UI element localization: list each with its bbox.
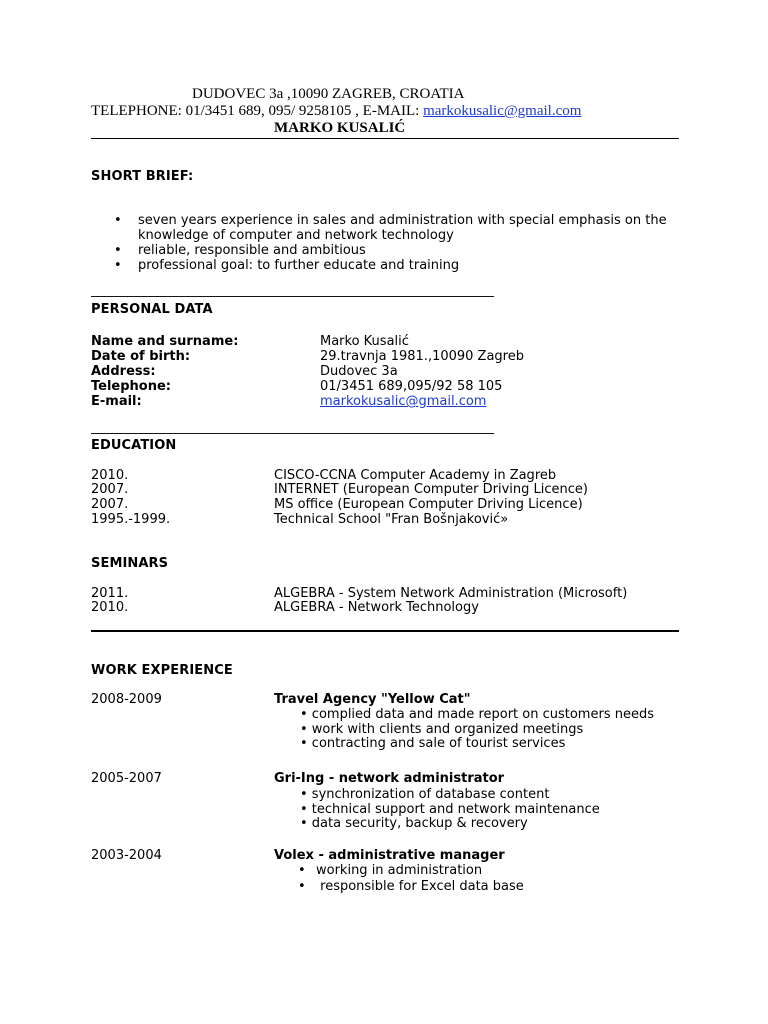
- list-item-text: seven years experience in sales and administration with special emphasis on the: [138, 213, 667, 228]
- name-label: Name and surname:: [91, 334, 239, 349]
- education-year: 2007.: [91, 482, 129, 497]
- short-brief-title: SHORT BRIEF:: [91, 169, 194, 184]
- education-text: Technical School "Fran Bošnjaković»: [274, 512, 509, 527]
- job-bullet: responsible for Excel data base: [316, 879, 524, 894]
- bullet-icon: •: [114, 243, 122, 258]
- bullet-icon: •: [114, 258, 122, 273]
- personal-data-separator: ______________________________________________________________: [91, 283, 494, 298]
- telephone-text: TELEPHONE: 01/3451 689, 095/ 9258105 , E-MAIL:: [91, 103, 424, 119]
- seminar-text: ALGEBRA - System Network Administration (Microsoft): [274, 586, 628, 601]
- header-divider: [91, 138, 679, 139]
- list-item: [114, 243, 667, 258]
- telephone-value: 01/3451 689,095/92 58 105: [320, 379, 503, 394]
- job-bullet: • work with clients and organized meetings: [300, 722, 584, 737]
- job-bullet: • synchronization of database content: [300, 787, 550, 802]
- seminar-year: 2010.: [91, 600, 129, 615]
- education-year: 1995.-1999.: [91, 512, 171, 527]
- short-brief-list: [114, 213, 667, 273]
- list-item: [114, 258, 667, 273]
- work-experience-title: WORK EXPERIENCE: [91, 663, 233, 678]
- email-label: E-mail:: [91, 394, 142, 409]
- address-line: DUDOVEC 3a ,10090 ZAGREB, CROATIA: [192, 86, 465, 102]
- bullet-icon: •: [298, 879, 306, 894]
- seminars-title: SEMINARS: [91, 556, 169, 571]
- email-link[interactable]: markokusalic@gmail.com: [320, 394, 487, 409]
- telephone-label: Telephone:: [91, 379, 171, 394]
- address-label: Address:: [91, 364, 156, 379]
- list-item-text: professional goal: to further educate and training: [138, 258, 460, 273]
- section-divider: [91, 630, 679, 632]
- header-email-link[interactable]: markokusalic@gmail.com: [423, 103, 582, 119]
- birth-label: Date of birth:: [91, 349, 191, 364]
- bullet-icon: •: [114, 213, 122, 228]
- list-item-text: reliable, responsible and ambitious: [138, 243, 366, 258]
- education-text: INTERNET (European Computer Driving Licence): [274, 482, 588, 497]
- job-bullet: • contracting and sale of tourist services: [300, 736, 566, 751]
- education-text: CISCO-CCNA Computer Academy in Zagreb: [274, 468, 557, 483]
- job-bullet: • complied data and made report on customers needs: [300, 707, 654, 722]
- job-title: Volex - administrative manager: [274, 848, 505, 863]
- job-period: 2005-2007: [91, 771, 162, 786]
- education-text: MS office (European Computer Driving Licence): [274, 497, 583, 512]
- seminar-text: ALGEBRA - Network Technology: [274, 600, 479, 615]
- birth-value: 29.travnja 1981.,10090 Zagreb: [320, 349, 524, 364]
- seminar-year: 2011.: [91, 586, 129, 601]
- education-title: EDUCATION: [91, 438, 177, 453]
- personal-data-title: PERSONAL DATA: [91, 302, 213, 317]
- education-year: 2007.: [91, 497, 129, 512]
- job-period: 2003-2004: [91, 848, 162, 863]
- job-bullet: working in administration: [316, 863, 483, 878]
- job-title: Gri-Ing - network administrator: [274, 771, 505, 786]
- contact-line: [91, 103, 581, 120]
- candidate-name: MARKO KUSALIĆ: [274, 120, 406, 136]
- job-period: 2008-2009: [91, 692, 162, 707]
- list-item: [114, 213, 667, 228]
- bullet-icon: •: [298, 863, 306, 878]
- job-bullet: • data security, backup & recovery: [300, 816, 528, 831]
- job-bullet: • technical support and network maintenance: [300, 802, 600, 817]
- address-value: Dudovec 3a: [320, 364, 398, 379]
- education-year: 2010.: [91, 468, 129, 483]
- job-title: Travel Agency "Yellow Cat": [274, 692, 471, 707]
- name-value: Marko Kusalić: [320, 334, 409, 349]
- education-separator: ______________________________________________________________: [91, 420, 494, 435]
- list-item-continuation: knowledge of computer and network technology: [138, 228, 454, 243]
